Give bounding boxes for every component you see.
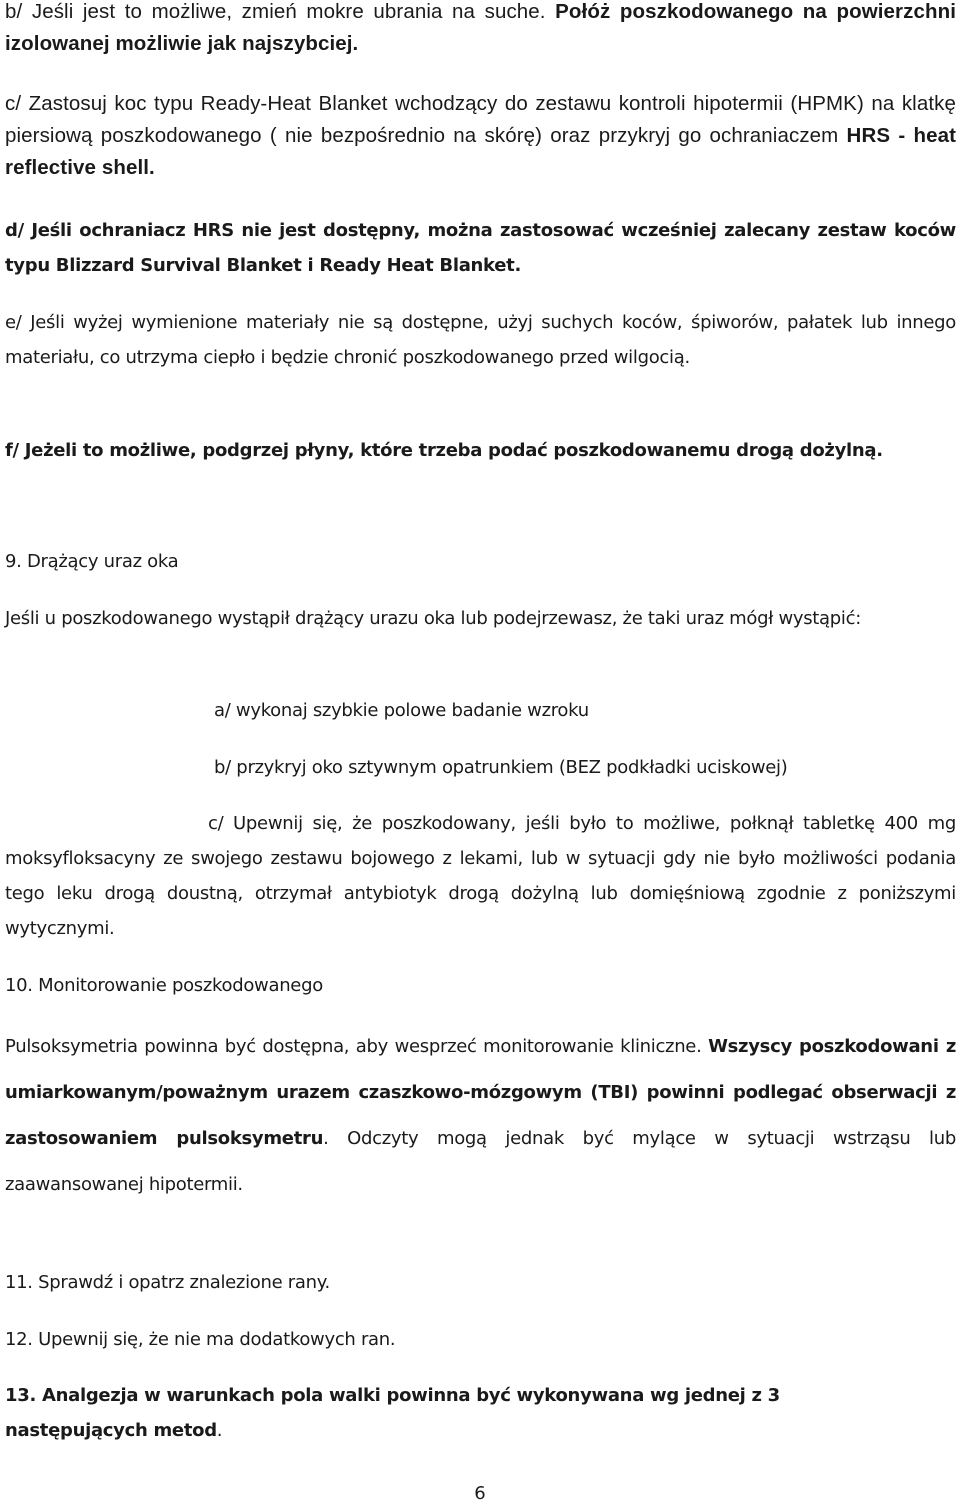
section-9-item-c-text: c/ Upewnij się, że poszkodowany, jeśli było to możliwe, połknął tabletkę 400 mg moksyfloksacyny ze swojego zestawu bojowego z lekami, lub w sytuacji gdy nie było możliwości podania tego leku drogą doustną, otrzymał antybiotyk drogą dożylną lub domięśniową zgodnie z poniższymi wytycznymi. [5,813,956,939]
section-10-text-normal-2: . Odczyty mogą jednak być mylące w sytuacji wstrząsu lub zaawansowanej hipotermii. [5,1128,956,1195]
section-10-text-bold: Wszyscy poszkodowani z umiarkowanym/poważnym urazem czaszkowo-mózgowym (TBI) powinni podlegać obserwacji z zastosowaniem pulsoksymetru [5,1036,956,1149]
paragraph-c-text: c/ Zastosuj koc typu Ready-Heat Blanket wchodzący do zestawu kontroli hipotermii (HPMK) na klatkę piersiową poszkodowanego ( nie bezpośrednio na skórę) oraz przykryj go ochraniaczem [5,92,956,147]
section-9-item-b: b/ przykryj oko sztywnym opatrunkiem (BEZ podkładki uciskowej) [214,757,788,778]
paragraph-c [5,88,956,184]
section-9-intro: Jeśli u poszkodowanego wystąpił drążący urazu oka lub podejrzewasz, że taki uraz mógł wystąpić: [5,608,861,629]
section-9-item-a: a/ wykonaj szybkie polowe badanie wzroku [214,700,589,721]
paragraph-b-text: b/ Jeśli jest to możliwe, zmień mokre ubrania na suche. [5,0,556,23]
paragraph-b [5,0,956,60]
section-9-item-c [5,806,956,946]
item-11: 11. Sprawdź i opatrz znalezione rany. [5,1272,330,1293]
paragraph-e: e/ Jeśli wyżej wymienione materiały nie są dostępne, użyj suchych koców, śpiworów, pałatek lub innego materiału, co utrzyma ciepło i będzie chronić poszkodowanego przed wilgocią. [5,312,956,368]
paragraph-f: f/ Jeżeli to możliwe, podgrzej płyny, które trzeba podać poszkodowanemu drogą dożylną. [5,440,883,461]
section-10-text-normal: Pulsoksymetria powinna być dostępna, aby wesprzeć monitorowanie kliniczne. [5,1036,709,1057]
item-12: 12. Upewnij się, że nie ma dodatkowych ran. [5,1329,396,1350]
paragraph-c-bold: HRS - heat reflective shell. [5,124,956,179]
item-13-period: . [216,1420,223,1441]
section-9-heading: 9. Drążący uraz oka [5,551,179,572]
paragraph-d: d/ Jeśli ochraniacz HRS nie jest dostępny, można zastosować wcześniej zalecany zestaw koców typu Blizzard Survival Blanket i Ready Heat Blanket. [5,220,956,276]
item-13 [5,1378,865,1448]
section-10-text [5,1024,956,1208]
item-13-bold: 13. Analgezja w warunkach pola walki powinna być wykonywana wg jednej z 3 następujących metod [5,1385,780,1441]
section-10-heading: 10. Monitorowanie poszkodowanego [5,975,323,996]
paragraph-b-bold: Połóż poszkodowanego na powierzchni izolowanej możliwie jak najszybciej. [5,0,957,55]
page-number: 6 [474,1483,486,1504]
